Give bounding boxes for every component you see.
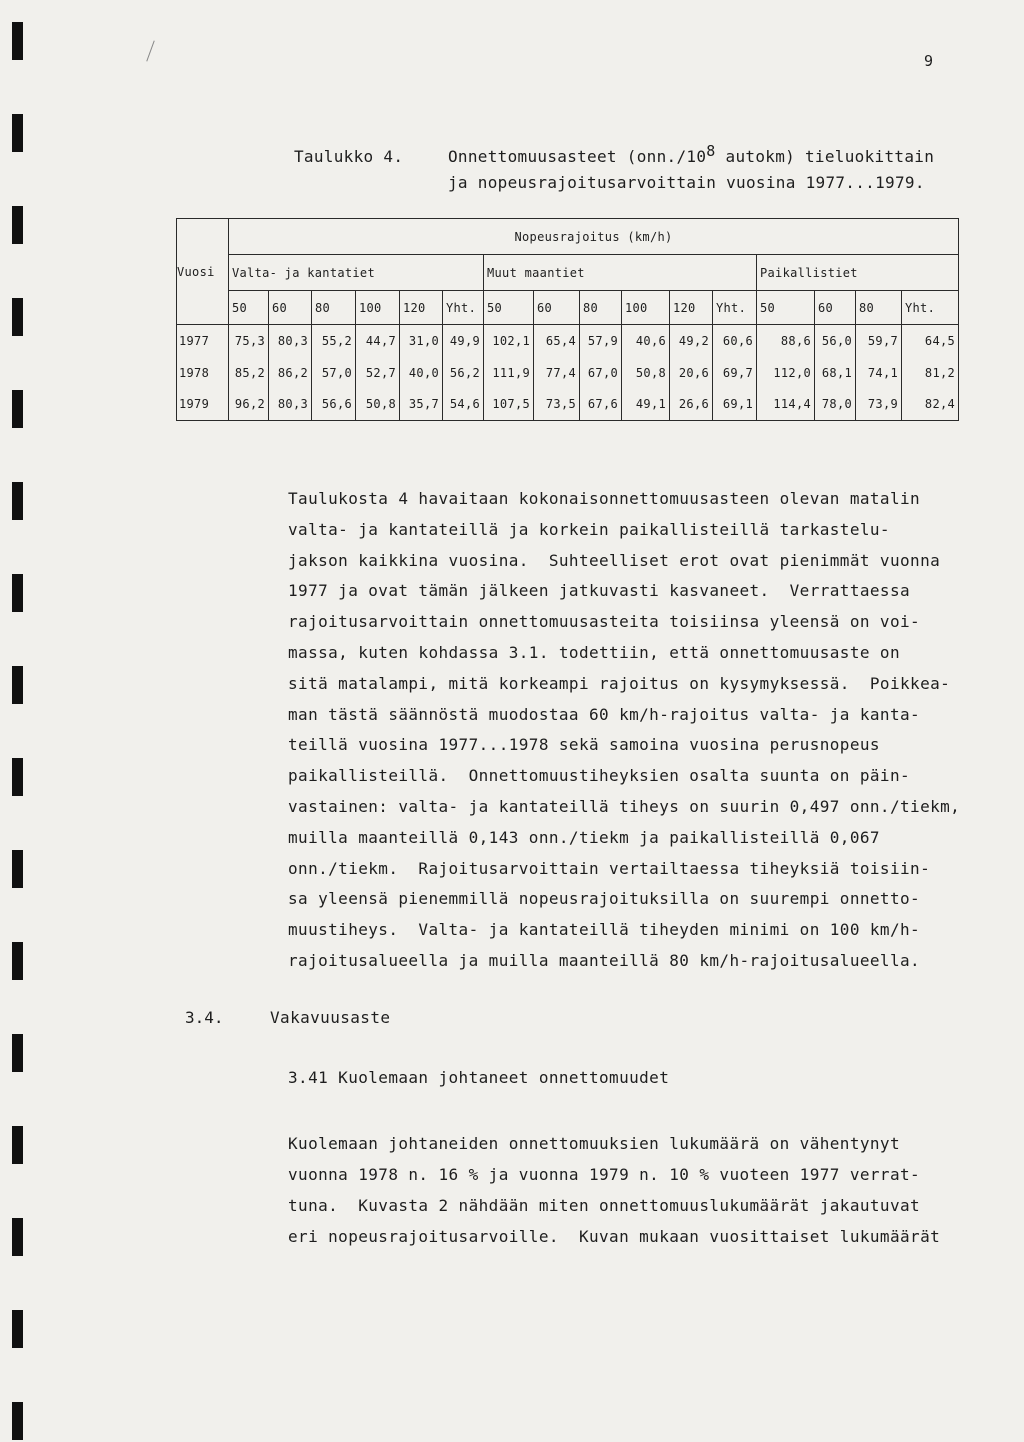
binding-hole-mark	[12, 1310, 23, 1348]
rate-cell: 96,2	[229, 389, 269, 421]
speed-subheader: 60	[815, 291, 856, 325]
rate-cell: 114,4	[757, 389, 815, 421]
rate-cell: 77,4	[534, 357, 580, 389]
speed-subheader: 120	[670, 291, 713, 325]
rate-cell: 67,6	[580, 389, 622, 421]
speed-subheader: Yht.	[902, 291, 959, 325]
rate-cell: 31,0	[400, 325, 443, 357]
text-line: vuonna 1978 n. 16 % ja vuonna 1979 n. 10 % vuoteen 1977 verrat-	[288, 1165, 921, 1184]
text-line: muilla maanteillä 0,143 onn./tiekm ja paikallisteillä 0,067	[288, 827, 880, 847]
rate-cell: 102,1	[484, 325, 534, 357]
rate-cell: 52,7	[356, 357, 400, 389]
rate-cell: 49,1	[622, 389, 670, 421]
rate-cell: 75,3	[229, 325, 269, 357]
year-cell: 1977	[177, 325, 229, 357]
text-line: Kuolemaan johtaneiden onnettomuuksien lukumäärä on vähentynyt	[288, 1134, 901, 1153]
binding-hole-mark	[12, 298, 23, 336]
text-line: paikallisteillä. Onnettomuustiheyksien osalta suunta on päin-	[288, 766, 911, 786]
year-cell: 1979	[177, 389, 229, 421]
speed-subheader: 50	[229, 291, 269, 325]
rate-cell: 55,2	[312, 325, 356, 357]
rate-cell: 35,7	[400, 389, 443, 421]
rate-cell: 40,0	[400, 357, 443, 389]
rate-cell: 107,5	[484, 389, 534, 421]
rate-cell: 78,0	[815, 389, 856, 421]
paragraph-table-analysis	[288, 484, 988, 977]
rate-cell: 85,2	[229, 357, 269, 389]
rate-cell: 40,6	[622, 325, 670, 357]
caption-label: Taulukko 4.	[294, 147, 404, 166]
rate-cell: 112,0	[757, 357, 815, 389]
speed-subheader: 60	[534, 291, 580, 325]
text-line: tuna. Kuvasta 2 nähdään miten onnettomuuslukumäärät jakautuvat	[288, 1196, 921, 1215]
rate-cell: 73,9	[856, 389, 902, 421]
rate-cell: 49,2	[670, 325, 713, 357]
rate-cell: 56,6	[312, 389, 356, 421]
binding-hole-mark	[12, 22, 23, 60]
rate-cell: 49,9	[443, 325, 484, 357]
binding-hole-mark	[12, 666, 23, 704]
binding-hole-mark	[12, 1034, 23, 1072]
rate-cell: 50,8	[356, 389, 400, 421]
page-number: 9	[924, 52, 934, 70]
text-line: man tästä säännöstä muodostaa 60 km/h-rajoitus valta- ja kanta-	[288, 704, 921, 724]
caption-superscript: 8	[706, 142, 716, 160]
rate-cell: 86,2	[269, 357, 312, 389]
binding-hole-mark	[12, 482, 23, 520]
text-line: sitä matalampi, mitä korkeampi rajoitus on kysymyksessä. Poikkea-	[288, 673, 951, 693]
year-header: Vuosi	[177, 219, 229, 325]
speed-limit-header: Nopeusrajoitus (km/h)	[229, 219, 959, 255]
binding-hole-mark	[12, 390, 23, 428]
binding-holes	[12, 0, 24, 1442]
binding-hole-mark	[12, 1218, 23, 1256]
section-title: Vakavuusaste	[270, 1008, 391, 1027]
rate-cell: 82,4	[902, 389, 959, 421]
speed-subheader: 100	[356, 291, 400, 325]
caption-text-suffix: autokm) tieluokittain	[715, 147, 935, 166]
caption-line-1	[294, 144, 934, 170]
rate-cell: 73,5	[534, 389, 580, 421]
text-line: Taulukosta 4 havaitaan kokonaisonnettomuusasteen olevan matalin	[288, 489, 921, 508]
rate-cell: 60,6	[713, 325, 757, 357]
rate-cell: 67,0	[580, 357, 622, 389]
text-line: onn./tiekm. Rajoitusarvoittain vertailtaessa tiheyksiä toisiin-	[288, 858, 931, 878]
rate-cell: 57,9	[580, 325, 622, 357]
binding-hole-mark	[12, 850, 23, 888]
table-caption	[294, 144, 934, 196]
paragraph-fatal-accidents	[288, 1128, 988, 1252]
rate-cell: 88,6	[757, 325, 815, 357]
speed-subheader: Yht.	[713, 291, 757, 325]
rate-cell: 80,3	[269, 389, 312, 421]
group-header-other-roads: Muut maantiet	[484, 255, 757, 291]
binding-hole-mark	[12, 574, 23, 612]
binding-hole-mark	[12, 206, 23, 244]
binding-hole-mark	[12, 1126, 23, 1164]
text-line: massa, kuten kohdassa 3.1. todettiin, että onnettomuusaste on	[288, 642, 901, 662]
rate-cell: 69,1	[713, 389, 757, 421]
rate-cell: 111,9	[484, 357, 534, 389]
caption-line-2: ja nopeusrajoitusarvoittain vuosina 1977...1979.	[448, 173, 925, 192]
speed-subheader: 120	[400, 291, 443, 325]
rate-cell: 69,7	[713, 357, 757, 389]
text-line: eri nopeusrajoitusarvoille. Kuvan mukaan vuosittaiset lukumäärät	[288, 1227, 941, 1246]
text-line: rajoitusalueella ja muilla maanteillä 80 km/h-rajoitusalueella.	[288, 950, 921, 970]
rate-cell: 81,2	[902, 357, 959, 389]
rate-cell: 64,5	[902, 325, 959, 357]
rate-cell: 74,1	[856, 357, 902, 389]
speed-subheader: 80	[312, 291, 356, 325]
rate-cell: 44,7	[356, 325, 400, 357]
text-line: 1977 ja ovat tämän jälkeen jatkuvasti kasvaneet. Verrattaessa	[288, 581, 911, 601]
text-line: muustiheys. Valta- ja kantateillä tiheyden minimi on 100 km/h-	[288, 920, 921, 940]
rate-cell: 50,8	[622, 357, 670, 389]
rate-cell: 56,2	[443, 357, 484, 389]
table-row	[177, 389, 959, 421]
rate-cell: 80,3	[269, 325, 312, 357]
binding-hole-mark	[12, 758, 23, 796]
speed-subheader: 50	[484, 291, 534, 325]
speed-subheader: Yht.	[443, 291, 484, 325]
year-cell: 1978	[177, 357, 229, 389]
table-row	[177, 325, 959, 357]
speed-subheader: 60	[269, 291, 312, 325]
table-row	[177, 357, 959, 389]
text-line: rajoitusarvoittain onnettomuusasteita toisiinsa yleensä on voi-	[288, 612, 921, 632]
rate-cell: 20,6	[670, 357, 713, 389]
caption-text-prefix: Onnettomuusasteet (onn./10	[448, 147, 707, 166]
binding-hole-mark	[12, 1402, 23, 1440]
text-line: valta- ja kantateillä ja korkein paikallisteillä tarkastelu-	[288, 519, 890, 539]
rate-cell: 57,0	[312, 357, 356, 389]
group-header-main-roads: Valta- ja kantatiet	[229, 255, 484, 291]
binding-hole-mark	[12, 114, 23, 152]
rate-cell: 65,4	[534, 325, 580, 357]
accident-rate-table	[176, 218, 959, 421]
binding-hole-mark	[12, 942, 23, 980]
rate-cell: 54,6	[443, 389, 484, 421]
pen-stroke	[146, 40, 154, 61]
text-line: sa yleensä pienemmillä nopeusrajoituksilla on suurempi onnetto-	[288, 889, 921, 909]
rate-cell: 68,1	[815, 357, 856, 389]
text-line: jakson kaikkina vuosina. Suhteelliset erot ovat pienimmät vuonna	[288, 550, 941, 570]
text-line: teillä vuosina 1977...1978 sekä samoina vuosina perusnopeus	[288, 735, 880, 755]
speed-subheader: 80	[580, 291, 622, 325]
rate-cell: 59,7	[856, 325, 902, 357]
rate-cell: 26,6	[670, 389, 713, 421]
speed-subheader-row	[177, 291, 959, 325]
subsection-title: 3.41 Kuolemaan johtaneet onnettomuudet	[288, 1068, 670, 1087]
rate-cell: 56,0	[815, 325, 856, 357]
speed-subheader: 80	[856, 291, 902, 325]
speed-subheader: 50	[757, 291, 815, 325]
group-header-local-roads: Paikallistiet	[757, 255, 959, 291]
table-body	[177, 325, 959, 421]
text-line: vastainen: valta- ja kantateillä tiheys on suurin 0,497 onn./tiekm,	[288, 796, 961, 816]
section-number: 3.4.	[185, 1008, 224, 1027]
speed-subheader: 100	[622, 291, 670, 325]
